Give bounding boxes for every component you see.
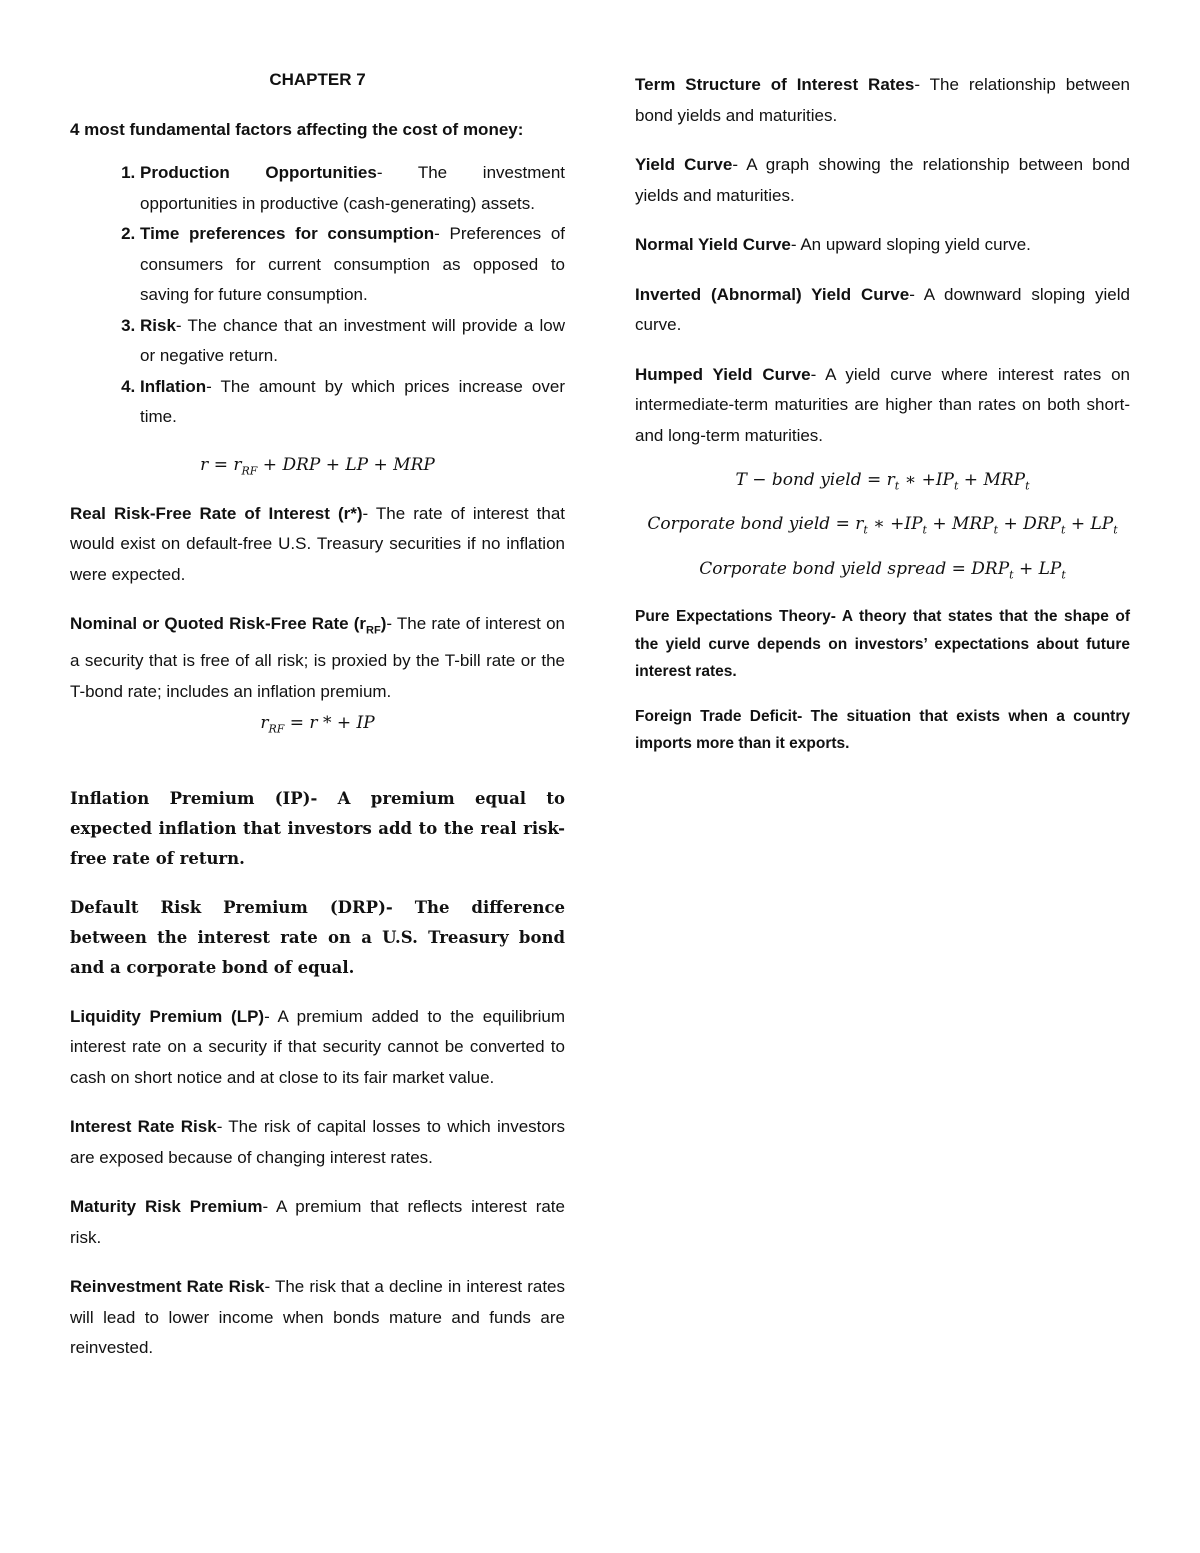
def-yield-curve: Yield Curve- A graph showing the relationship between bond yields and maturities. xyxy=(635,155,1130,205)
factor-term: Risk xyxy=(140,315,176,335)
equation-tbond-yield: T − bond yield = $r_t$ ∗ $+IP_t + MRP_t$ xyxy=(735,470,1030,493)
equation-rrf: $r_{RF} = r$ * + IP xyxy=(260,713,375,736)
factor-definition: - The chance that an investment will provide a low or negative return. xyxy=(140,315,565,365)
def-inflation-premium: Inflation Premium (IP)- A premium equal to expected inflation that investors add to the real risk-free rate of return. xyxy=(70,788,565,868)
factor-item xyxy=(140,219,565,311)
factor-item xyxy=(140,158,565,219)
chapter-title: CHAPTER 7 xyxy=(269,70,366,89)
def-inverted-yield-curve: Inverted (Abnormal) Yield Curve- A downward sloping yield curve. xyxy=(635,284,1130,334)
def-normal-yield-curve: Normal Yield Curve- An upward sloping yield curve. xyxy=(635,235,1031,254)
def-humped-yield-curve: Humped Yield Curve- A yield curve where interest rates on intermediate-term maturities are higher than rates on both short- and long-term maturities. xyxy=(635,364,1130,445)
right-column xyxy=(635,70,1130,775)
def-nominal-risk-free-rate: Nominal or Quoted Risk-Free Rate $(r_{RF})-$ The rate of interest on a security that is free of all risk; is proxied by the T-bill rate or the T-bond rate; includes an inflation premium. xyxy=(70,614,565,701)
def-pure-expectations-theory: Pure Expectations Theory- A theory that states that the shape of the yield curve depends on investors’ expectations about future interest rates. xyxy=(635,608,1130,681)
def-reinvestment-rate-risk: Reinvestment Rate Risk- The risk that a decline in interest rates will lead to lower income when bonds mature and funds are reinvested. xyxy=(70,1277,565,1358)
def-interest-rate-risk: Interest Rate Risk- The risk of capital losses to which investors are exposed because of changing interest rates. xyxy=(70,1117,565,1167)
factor-term: Production Opportunities xyxy=(140,163,377,182)
factors-intro: 4 most fundamental factors affecting the cost of money: xyxy=(70,120,524,139)
factor-definition: - Preferences of consumers for current consumption as opposed to saving for future consumption. xyxy=(140,224,565,304)
def-liquidity-premium: Liquidity Premium (LP)- A premium added to the equilibrium interest rate on a security if that security cannot be converted to cash on short notice and at close to its fair market value. xyxy=(70,1006,565,1087)
factors-list xyxy=(70,158,565,433)
factor-definition: - The investment opportunities in productive (cash-generating) assets. xyxy=(140,163,565,213)
factor-item xyxy=(140,311,565,372)
equation-corporate-yield-spread: Corporate bond yield spread = $DRP_t + LP_t$ xyxy=(699,558,1066,582)
def-maturity-risk-premium: Maturity Risk Premium- A premium that reflects interest rate risk. xyxy=(70,1197,565,1247)
equation-corporate-bond-yield: Corporate bond yield = $r_t$ ∗ $+IP_t + MRP_t + DRP_t + LP_t$ xyxy=(647,514,1118,537)
factor-item xyxy=(140,372,565,433)
def-default-risk-premium: Default Risk Premium (DRP)- The difference between the interest rate on a U.S. Treasury bond and a corporate bond of equal. xyxy=(70,897,566,977)
def-foreign-trade-deficit: Foreign Trade Deficit- The situation that exists when a country imports more than it exports. xyxy=(635,707,1130,753)
factor-term: Inflation xyxy=(140,376,207,396)
def-term-structure: Term Structure of Interest Rates- The relationship between bond yields and maturities. xyxy=(635,75,1130,125)
equation-r: $r = r_{RF}$ + DRP + LP + MRP xyxy=(200,454,435,477)
factor-term: Time preferences for consumption xyxy=(140,224,435,243)
factor-definition: - The amount by which prices increase over time. xyxy=(140,376,565,426)
def-real-risk-free-rate: Real Risk-Free Rate of Interest (r*)- The rate of interest that would exist on default-free U.S. Treasury securities if no inflation were expected. xyxy=(70,503,565,584)
left-column xyxy=(70,70,565,1383)
